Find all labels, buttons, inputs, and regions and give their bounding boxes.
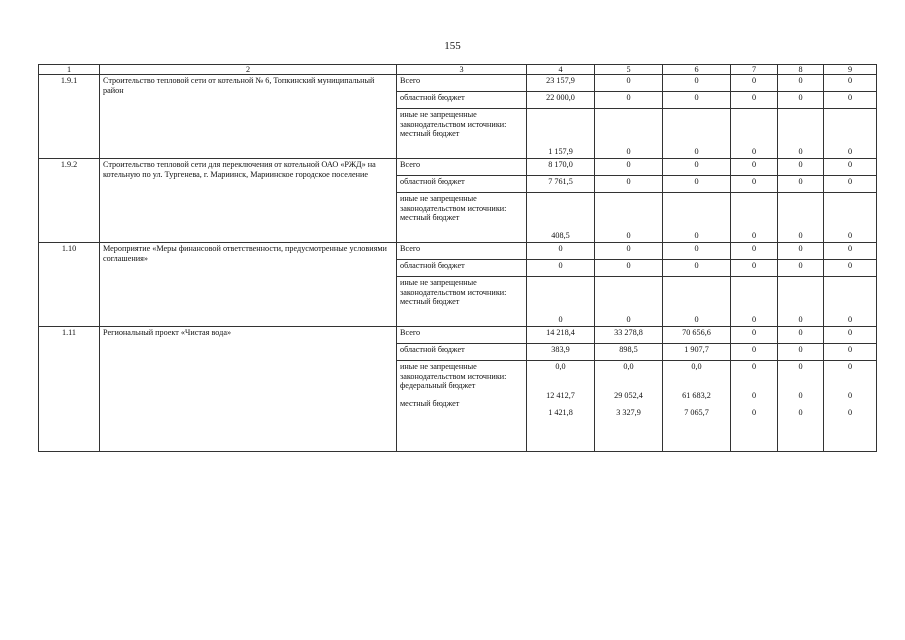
column-header: 5 bbox=[595, 65, 663, 75]
value-cell: 0 bbox=[663, 277, 731, 327]
value-cell: 0 bbox=[778, 159, 824, 176]
source-label: областной бюджет bbox=[397, 260, 527, 277]
table-bottom-spacer bbox=[778, 419, 824, 452]
value-cell: 0 bbox=[778, 277, 824, 327]
source-label: Всего bbox=[397, 327, 527, 344]
value-cell-local: 0 bbox=[798, 408, 803, 418]
value-cell: 0 bbox=[824, 260, 877, 277]
source-label: областной бюджет bbox=[397, 344, 527, 361]
table-bottom-spacer bbox=[731, 419, 778, 452]
value-cell-local: 3 327,9 bbox=[616, 408, 641, 418]
value-cell: 0 bbox=[595, 277, 663, 327]
source-label: областной бюджет bbox=[397, 176, 527, 193]
value-cell-local: 0 bbox=[751, 408, 757, 418]
source-label: местный бюджет bbox=[400, 129, 460, 139]
item-code: 1.11 bbox=[39, 327, 100, 452]
value-cell: 0 bbox=[663, 243, 731, 260]
value-cell: 0 bbox=[527, 277, 595, 327]
value-cell-other: 0,0 bbox=[623, 362, 634, 371]
item-name: Мероприятие «Меры финансовой ответственности, предусмотренные условиями соглашения» bbox=[100, 243, 397, 327]
value-cell: 408,5 bbox=[527, 193, 595, 243]
value-cell-federal: 0 bbox=[751, 390, 757, 400]
value-cell: 0 bbox=[778, 193, 824, 243]
value-cell: 0 bbox=[595, 109, 663, 159]
value-cell: 0 bbox=[731, 260, 778, 277]
source-label: областной бюджет bbox=[397, 92, 527, 109]
column-header: 9 bbox=[824, 65, 877, 75]
value-cell-federal: 29 052,4 bbox=[614, 390, 643, 400]
item-code: 1.9.2 bbox=[39, 159, 100, 243]
source-cell bbox=[397, 361, 527, 420]
value-cell: 0 bbox=[824, 243, 877, 260]
source-cell bbox=[397, 277, 527, 327]
value-cell-other: 0,0 bbox=[691, 362, 702, 371]
value-cell: 0 bbox=[663, 260, 731, 277]
value-cell bbox=[527, 361, 595, 420]
value-cell: 1 907,7 bbox=[663, 344, 731, 361]
value-cell: 0 bbox=[824, 109, 877, 159]
table-row bbox=[39, 327, 877, 344]
table-row bbox=[39, 159, 877, 176]
value-cell: 0 bbox=[663, 75, 731, 92]
value-cell: 0 bbox=[731, 193, 778, 243]
value-cell: 23 157,9 bbox=[527, 75, 595, 92]
value-cell: 0 bbox=[663, 92, 731, 109]
value-cell: 0 bbox=[731, 75, 778, 92]
column-header: 8 bbox=[778, 65, 824, 75]
value-cell bbox=[824, 361, 877, 420]
value-cell: 0 bbox=[778, 344, 824, 361]
value-cell: 1 157,9 bbox=[527, 109, 595, 159]
value-cell: 7 761,5 bbox=[527, 176, 595, 193]
item-code: 1.9.1 bbox=[39, 75, 100, 159]
source-label: местный бюджет bbox=[400, 213, 460, 223]
value-cell: 0 bbox=[663, 159, 731, 176]
source-label: федеральный бюджет bbox=[400, 381, 476, 391]
value-cell-local: 0 bbox=[847, 408, 853, 418]
value-cell: 0 bbox=[731, 176, 778, 193]
value-cell-local: 1 421,8 bbox=[548, 408, 573, 418]
value-cell: 0 bbox=[731, 344, 778, 361]
item-name: Региональный проект «Чистая вода» bbox=[100, 327, 397, 452]
value-cell: 0 bbox=[824, 277, 877, 327]
item-name: Строительство тепловой сети для переключения от котельной ОАО «РЖД» на котельную по ул. Тургенева, г. Мариинск, Мариинское городское поселение bbox=[100, 159, 397, 243]
value-cell: 0 bbox=[778, 260, 824, 277]
table-bottom-spacer bbox=[595, 419, 663, 452]
column-header: 6 bbox=[663, 65, 731, 75]
item-name: Строительство тепловой сети от котельной № 6, Топкинский муниципальный район bbox=[100, 75, 397, 159]
source-cell bbox=[397, 109, 527, 159]
item-code: 1.10 bbox=[39, 243, 100, 327]
value-cell: 33 278,8 bbox=[595, 327, 663, 344]
value-cell: 0 bbox=[824, 327, 877, 344]
column-header: 1 bbox=[39, 65, 100, 75]
value-cell: 8 170,0 bbox=[527, 159, 595, 176]
column-header-row bbox=[39, 65, 877, 75]
value-cell-other: 0,0 bbox=[555, 362, 566, 371]
value-cell-federal: 12 412,7 bbox=[546, 390, 575, 400]
value-cell: 0 bbox=[595, 159, 663, 176]
table-bottom-spacer bbox=[663, 419, 731, 452]
source-note: иные не запрещенные законодательством источники: bbox=[400, 278, 507, 297]
value-cell-federal: 0 bbox=[798, 390, 803, 400]
value-cell: 0 bbox=[663, 176, 731, 193]
value-cell: 0 bbox=[595, 92, 663, 109]
value-cell: 0 bbox=[778, 327, 824, 344]
value-cell: 0 bbox=[731, 92, 778, 109]
source-note: иные не запрещенные законодательством источники: bbox=[400, 194, 507, 213]
page-number: 155 bbox=[444, 40, 461, 52]
value-cell-other: 0 bbox=[751, 362, 757, 371]
value-cell-other: 0 bbox=[798, 362, 803, 371]
value-cell: 0 bbox=[778, 92, 824, 109]
value-cell: 0 bbox=[824, 92, 877, 109]
value-cell: 70 656,6 bbox=[663, 327, 731, 344]
source-label: Всего bbox=[397, 159, 527, 176]
value-cell: 0 bbox=[595, 75, 663, 92]
value-cell: 0 bbox=[731, 327, 778, 344]
value-cell: 0 bbox=[778, 109, 824, 159]
column-header: 2 bbox=[100, 65, 397, 75]
value-cell: 898,5 bbox=[595, 344, 663, 361]
value-cell: 0 bbox=[595, 260, 663, 277]
value-cell-local: 7 065,7 bbox=[684, 408, 709, 418]
value-cell: 0 bbox=[824, 75, 877, 92]
value-cell: 22 000,0 bbox=[527, 92, 595, 109]
table-bottom-spacer bbox=[527, 419, 595, 452]
value-cell: 0 bbox=[527, 243, 595, 260]
source-label: Всего bbox=[397, 75, 527, 92]
value-cell: 0 bbox=[663, 109, 731, 159]
source-note: иные не запрещенные законодательством источники: bbox=[400, 362, 507, 381]
value-cell: 0 bbox=[595, 243, 663, 260]
value-cell: 383,9 bbox=[527, 344, 595, 361]
value-cell bbox=[595, 361, 663, 420]
value-cell-federal: 0 bbox=[847, 390, 853, 400]
value-cell: 0 bbox=[731, 109, 778, 159]
value-cell: 0 bbox=[824, 159, 877, 176]
value-cell: 0 bbox=[731, 159, 778, 176]
value-cell bbox=[778, 361, 824, 420]
source-label: местный бюджет bbox=[400, 297, 460, 307]
value-cell bbox=[663, 361, 731, 420]
source-note: иные не запрещенные законодательством источники: bbox=[400, 110, 507, 129]
value-cell: 0 bbox=[778, 243, 824, 260]
table-bottom-spacer bbox=[397, 419, 527, 452]
value-cell: 14 218,4 bbox=[527, 327, 595, 344]
table-row bbox=[39, 75, 877, 92]
source-cell bbox=[397, 193, 527, 243]
value-cell: 0 bbox=[824, 176, 877, 193]
value-cell: 0 bbox=[824, 344, 877, 361]
value-cell: 0 bbox=[663, 193, 731, 243]
column-header: 3 bbox=[397, 65, 527, 75]
value-cell-federal: 61 683,2 bbox=[682, 390, 711, 400]
table-row bbox=[39, 243, 877, 260]
value-cell-other: 0 bbox=[847, 362, 853, 371]
value-cell: 0 bbox=[824, 193, 877, 243]
column-header: 4 bbox=[527, 65, 595, 75]
value-cell: 0 bbox=[731, 243, 778, 260]
source-label: Всего bbox=[397, 243, 527, 260]
source-label: местный бюджет bbox=[400, 399, 460, 409]
budget-table bbox=[38, 64, 877, 452]
value-cell bbox=[731, 361, 778, 420]
value-cell: 0 bbox=[595, 193, 663, 243]
column-header: 7 bbox=[731, 65, 778, 75]
value-cell: 0 bbox=[778, 176, 824, 193]
table-bottom-spacer bbox=[824, 419, 877, 452]
value-cell: 0 bbox=[595, 176, 663, 193]
value-cell: 0 bbox=[778, 75, 824, 92]
value-cell: 0 bbox=[527, 260, 595, 277]
value-cell: 0 bbox=[731, 277, 778, 327]
